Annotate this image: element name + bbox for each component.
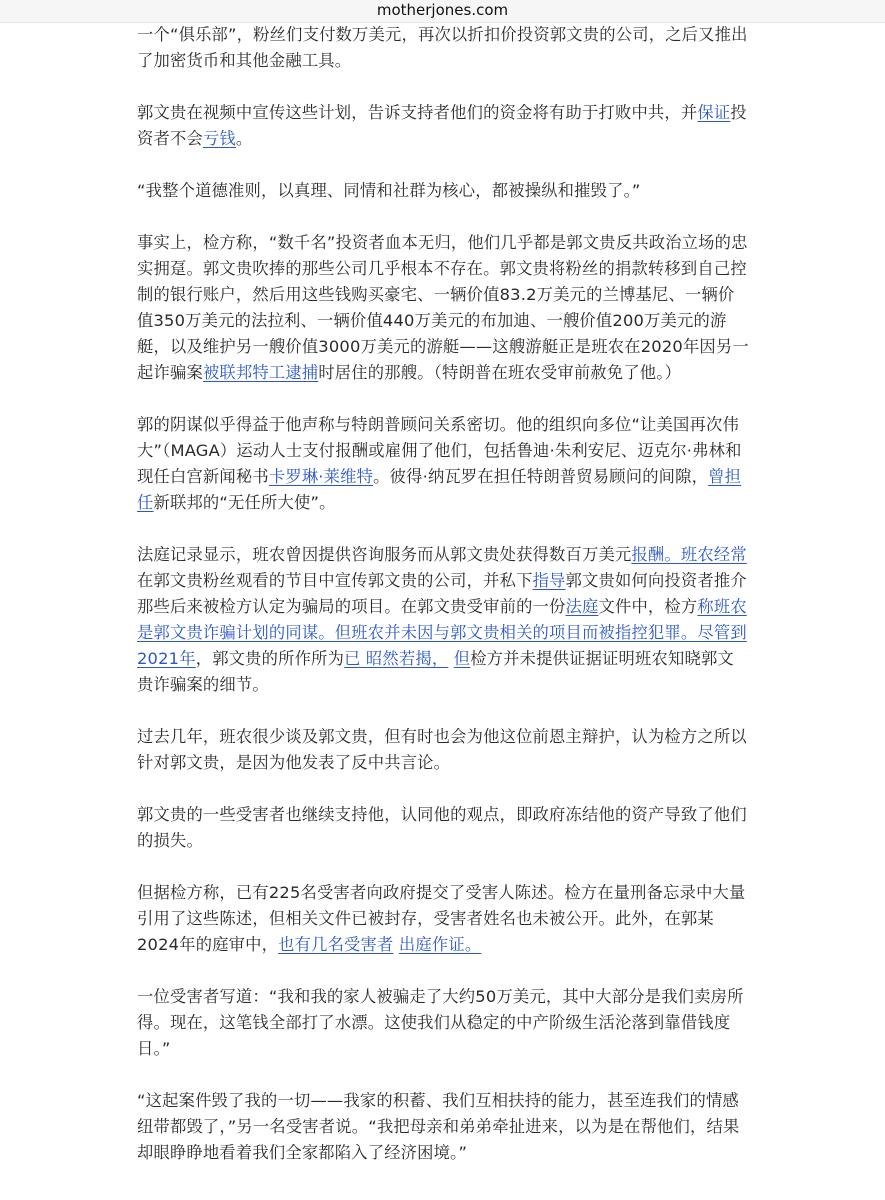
inline-link[interactable]: 出庭作证。 bbox=[398, 935, 482, 954]
article-paragraph bbox=[137, 100, 749, 152]
paragraph-text: 但据检方称，已有225名受害者向政府提交了受害人陈述。检方在量刑备忘录中大量引用了这些陈述，但相关文件已被封存，受害者姓名也未被公开。此外，在郭某2024年的庭审中， bbox=[137, 883, 746, 954]
article-paragraph bbox=[137, 1088, 749, 1166]
inline-link[interactable]: 报酬。 bbox=[631, 545, 681, 564]
inline-link[interactable]: 保证 bbox=[697, 103, 731, 122]
paragraph-text: 。 bbox=[235, 129, 253, 148]
article-paragraph bbox=[137, 230, 749, 386]
inline-link[interactable]: 称班农是郭文贵诈骗计划的同谋。但班农并未因与郭文贵相关的项目而被指控犯罪。尽管到2021年 bbox=[137, 597, 747, 668]
inline-link[interactable]: 卡罗琳·莱维特 bbox=[268, 467, 374, 486]
paragraph-text: 在郭文贵粉丝观看的节目中宣传郭文贵的公司，并私下 bbox=[137, 571, 533, 590]
paragraph-text: 文件中，检方 bbox=[598, 597, 698, 616]
paragraph-text: 一位受害者写道：“我和我的家人被骗走了大约50万美元，其中大部分是我们卖房所得。现在，这笔钱全部打了水漂。这使我们从稳定的中产阶级生活沦落到靠借钱度日。” bbox=[137, 987, 744, 1058]
paragraph-text: “我整个道德准则，以真理、同情和社群为核心，都被操纵和摧毁了。” bbox=[137, 181, 641, 200]
article-paragraph bbox=[137, 412, 749, 516]
paragraph-text: 新联邦的“无任所大使”。 bbox=[153, 493, 336, 512]
article-paragraph bbox=[137, 178, 749, 204]
paragraph-text: 法庭记录显示，班农曾因提供咨询服务而从郭文贵处获得数百万美元 bbox=[137, 545, 632, 564]
inline-link[interactable]: 曾担任 bbox=[137, 467, 742, 512]
inline-link[interactable]: 法庭 bbox=[565, 597, 599, 616]
paragraph-text: 过去几年，班农很少谈及郭文贵，但有时也会为他这位前恩主辩护，认为检方之所以针对郭文贵，是因为他发表了反中共言论。 bbox=[137, 727, 747, 772]
paragraph-text: ，郭文贵的所作所为 bbox=[195, 649, 345, 668]
paragraph-text: 投资者不会 bbox=[137, 103, 747, 148]
paragraph-text: “这起案件毁了我的一切——我家的积蓄、我们互相扶持的能力，甚至连我们的情感纽带都毁了，”另一名受害者说。“我把母亲和弟弟牵扯进来，以为是在帮他们，结果却眼睁睁地看着我们全家都陷入了经济困境。” bbox=[137, 1091, 740, 1162]
site-domain: motherjones.com bbox=[376, 1, 509, 19]
article-body bbox=[137, 22, 749, 1166]
paragraph-text: 郭文贵如何向投资者推介那些后来被检方认定为骗局的项目。在郭文贵受审前的一份 bbox=[137, 571, 747, 616]
paragraph-text: 时居住的那艘。（特朗普在班农受审前赦免了他。） bbox=[318, 363, 682, 382]
inline-link[interactable]: 已 昭然若揭， bbox=[344, 649, 449, 668]
paragraph-text: 检方并未提供证据证明班农知晓郭文贵诈骗案的细节。 bbox=[137, 649, 734, 694]
inline-link[interactable]: 亏钱 bbox=[202, 129, 236, 148]
inline-link[interactable]: 被联邦特工逮捕 bbox=[202, 363, 319, 382]
paragraph-text: 一个“俱乐部”，粉丝们支付数万美元，再次以折扣价投资郭文贵的公司，之后又推出了加密货币和其他金融工具。 bbox=[137, 25, 748, 70]
paragraph-text: 郭文贵在视频中宣传这些计划，告诉支持者他们的资金将有助于打败中共，并 bbox=[137, 103, 698, 122]
address-bar[interactable] bbox=[0, 0, 885, 23]
inline-link[interactable]: 班农经常 bbox=[680, 545, 747, 564]
inline-link[interactable]: 也有几名受害者 bbox=[278, 935, 394, 954]
inline-link[interactable]: 指导 bbox=[532, 571, 566, 590]
paragraph-text: 。彼得·纳瓦罗在担任特朗普贸易顾问的间隙， bbox=[373, 467, 709, 486]
paragraph-text: 郭的阴谋似乎得益于他声称与特朗普顾问关系密切。他的组织向多位“让美国再次伟大”（MAGA）运动人士支付报酬或雇佣了他们，包括鲁迪·朱利安尼、迈克尔·弗林和现任白宫新闻秘书 bbox=[137, 415, 742, 486]
paragraph-text: 郭文贵的一些受害者也继续支持他，认同他的观点，即政府冻结他的资产导致了他们的损失。 bbox=[137, 805, 747, 850]
article-paragraph bbox=[137, 880, 749, 958]
article-paragraph bbox=[137, 802, 749, 854]
article-paragraph bbox=[137, 984, 749, 1062]
inline-link[interactable]: 但 bbox=[453, 649, 471, 668]
article-paragraph bbox=[137, 724, 749, 776]
article-paragraph bbox=[137, 22, 749, 74]
paragraph-text: 事实上，检方称，“数千名”投资者血本无归，他们几乎都是郭文贵反共政治立场的忠实拥趸。郭文贵吹捧的那些公司几乎根本不存在。郭文贵将粉丝的捐款转移到自己控制的银行账户，然后用这些钱购买豪宅、一辆价值83.2万美元的兰博基尼、一辆价值350万美元的法拉利、一辆价值440万美元的布加迪、一艘价值200万美元的游艇，以及维护另一艘价值3000万美元的游艇——这艘游艇正是班农在2020年因另一起诈骗案 bbox=[137, 233, 749, 382]
article-paragraph bbox=[137, 542, 749, 698]
